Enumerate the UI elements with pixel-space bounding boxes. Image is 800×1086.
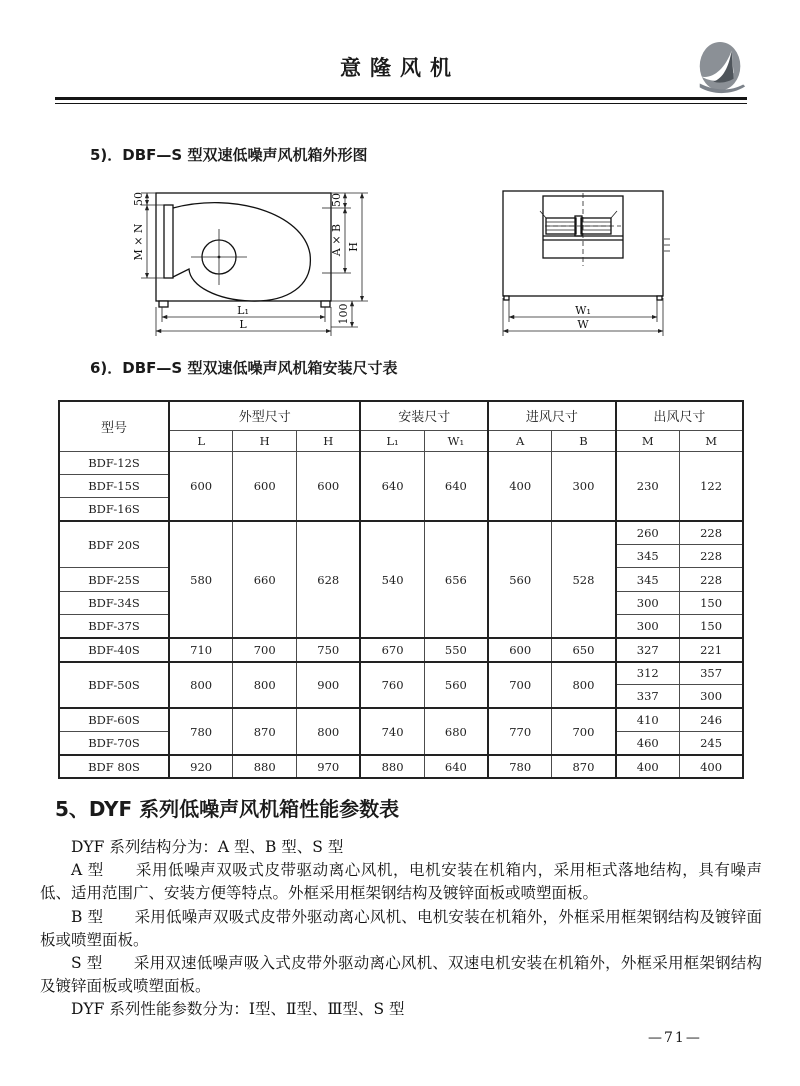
table-cell: 870 — [552, 755, 616, 778]
table-cell: 800 — [169, 662, 233, 709]
table-cell: 150 — [679, 615, 743, 638]
section-5-heading: 5)．DBF—S 型双速低噪声风机箱外形图 — [90, 146, 368, 164]
table-header-cell: B — [552, 430, 616, 451]
table-header-cell: W₁ — [424, 430, 488, 451]
table-cell: BDF-12S — [59, 451, 169, 474]
body-paragraph: DYF 系列结构分为：A 型、B 型、S 型 — [71, 838, 344, 856]
table-cell: 221 — [679, 638, 743, 661]
table-cell: 245 — [679, 732, 743, 755]
table-cell: 540 — [360, 521, 424, 638]
table-cell: BDF-15S — [59, 474, 169, 497]
table-cell: 680 — [424, 708, 488, 755]
dim-label-mxn: M × N — [132, 223, 145, 261]
table-cell: 400 — [488, 451, 552, 521]
table-cell: BDF-16S — [59, 498, 169, 521]
table-cell: 228 — [679, 545, 743, 568]
table-header-cell: 型号 — [59, 401, 169, 451]
table-cell: 656 — [424, 521, 488, 638]
table-row — [59, 521, 743, 544]
table-cell: 230 — [616, 451, 680, 521]
body-paragraph: A 型 采用低噪声双吸式皮带驱动离心风机，电机安装在机箱内，采用柜式落地结构，具有噪声低、适用范围广、安装方便等特点。外框采用框架钢结构及镀锌面板或喷塑面板。 — [40, 861, 762, 903]
table-cell: 357 — [679, 662, 743, 685]
table-cell: BDF-70S — [59, 732, 169, 755]
table-cell: 920 — [169, 755, 233, 778]
table-cell: 700 — [488, 662, 552, 709]
dim-label-l1: L₁ — [237, 304, 249, 317]
table-cell: 740 — [360, 708, 424, 755]
table-cell: BDF-50S — [59, 662, 169, 709]
table-cell: 710 — [169, 638, 233, 661]
table-header-cell: 安装尺寸 — [360, 401, 488, 430]
table-row — [59, 708, 743, 731]
table-cell: 780 — [488, 755, 552, 778]
page-number: —71— — [648, 1030, 702, 1046]
table-cell: 700 — [552, 708, 616, 755]
table-cell: 460 — [616, 732, 680, 755]
body-paragraph: B 型 采用低噪声双吸式皮带外驱动离心风机、电机安装在机箱外，外框采用框架钢结构及镀锌面板或喷塑面板。 — [40, 907, 762, 949]
body-paragraph: S 型 采用双速低噪声吸入式皮带外驱动离心风机、双速电机安装在机箱外，外框采用框架钢结构及镀锌面板或喷塑面板。 — [40, 954, 762, 996]
table-cell: 345 — [616, 545, 680, 568]
table-header-cell: M — [616, 430, 680, 451]
table-header-cell: H — [297, 430, 361, 451]
table-cell: 300 — [616, 615, 680, 638]
table-cell: 800 — [233, 662, 297, 709]
table-header-cell: 进风尺寸 — [488, 401, 616, 430]
table-cell: 410 — [616, 708, 680, 731]
table-cell: 880 — [233, 755, 297, 778]
dim-label-right-50: 50 — [330, 193, 343, 207]
table-cell: 327 — [616, 638, 680, 661]
table-cell: 780 — [169, 708, 233, 755]
table-cell: 640 — [424, 451, 488, 521]
table-header-row — [59, 401, 743, 430]
page-header-title: 意隆风机 — [340, 55, 460, 80]
dim-label-top-50: 50 — [132, 192, 145, 206]
body-text — [40, 836, 762, 1022]
table-cell: 880 — [360, 755, 424, 778]
table-header-cell: H — [233, 430, 297, 451]
table-cell: 640 — [360, 451, 424, 521]
dim-label-w: W — [577, 318, 589, 331]
fan-outline-diagrams — [118, 166, 698, 354]
dim-label-100: 100 — [337, 303, 350, 325]
table-cell: 122 — [679, 451, 743, 521]
installation-dimensions-table — [58, 400, 744, 779]
table-cell: 560 — [424, 662, 488, 709]
table-header-cell: L — [169, 430, 233, 451]
table-cell: 600 — [233, 451, 297, 521]
table-cell: 580 — [169, 521, 233, 638]
table-cell: 300 — [616, 591, 680, 614]
table-cell: 400 — [616, 755, 680, 778]
table-header-cell: M — [679, 430, 743, 451]
table-cell: 150 — [679, 591, 743, 614]
table-cell: 770 — [488, 708, 552, 755]
table-cell: 600 — [488, 638, 552, 661]
table-cell: 970 — [297, 755, 361, 778]
table-cell: 760 — [360, 662, 424, 709]
dim-label-axb: A × B — [330, 223, 343, 257]
body-paragraph: DYF 系列性能参数分为：Ⅰ型、Ⅱ型、Ⅲ型、S 型 — [71, 1000, 405, 1019]
dyf-section-heading: 5、DYF 系列低噪声风机箱性能参数表 — [55, 797, 400, 821]
table-row — [59, 638, 743, 661]
table-cell: 800 — [552, 662, 616, 709]
table-cell: 670 — [360, 638, 424, 661]
table-cell: 600 — [297, 451, 361, 521]
table-cell: 400 — [679, 755, 743, 778]
table-header — [59, 401, 743, 451]
table-row — [59, 755, 743, 778]
table-cell: 260 — [616, 521, 680, 544]
table-cell: 640 — [424, 755, 488, 778]
table-cell: 600 — [169, 451, 233, 521]
table-cell: 228 — [679, 568, 743, 591]
table-header-cell: L₁ — [360, 430, 424, 451]
table-cell: 300 — [679, 685, 743, 708]
table-row — [59, 662, 743, 685]
table-cell: 345 — [616, 568, 680, 591]
table-header-cell: A — [488, 430, 552, 451]
table-cell: 650 — [552, 638, 616, 661]
dim-label-h: H — [347, 242, 360, 252]
table-cell: 660 — [233, 521, 297, 638]
table-row — [59, 451, 743, 474]
header-rule — [55, 97, 747, 104]
installation-dimensions-table-wrapper — [58, 400, 744, 779]
table-cell: 560 — [488, 521, 552, 638]
table-cell: 800 — [297, 708, 361, 755]
table-cell: 700 — [233, 638, 297, 661]
table-header-cell: 出风尺寸 — [616, 401, 744, 430]
dim-label-l: L — [239, 318, 247, 331]
table-cell: 900 — [297, 662, 361, 709]
section-6-heading: 6)．DBF—S 型双速低噪声风机箱安装尺寸表 — [90, 359, 398, 377]
fan-front-view-diagram — [503, 191, 670, 336]
table-cell: 870 — [233, 708, 297, 755]
table-header-cell: 外型尺寸 — [169, 401, 360, 430]
table-cell: BDF 20S — [59, 521, 169, 568]
table-cell: 528 — [552, 521, 616, 638]
table-cell: BDF-37S — [59, 615, 169, 638]
table-cell: 550 — [424, 638, 488, 661]
table-cell: 312 — [616, 662, 680, 685]
table-body — [59, 451, 743, 778]
table-cell: 300 — [552, 451, 616, 521]
publisher-logo-icon — [692, 40, 750, 100]
table-cell: BDF-25S — [59, 568, 169, 591]
table-cell: 246 — [679, 708, 743, 731]
dim-label-w1: W₁ — [575, 304, 591, 317]
table-cell: BDF 80S — [59, 755, 169, 778]
table-cell: 750 — [297, 638, 361, 661]
table-cell: BDF-40S — [59, 638, 169, 661]
table-cell: BDF-34S — [59, 591, 169, 614]
fan-side-view-diagram — [132, 192, 368, 336]
table-cell: BDF-60S — [59, 708, 169, 731]
table-cell: 337 — [616, 685, 680, 708]
table-cell: 628 — [297, 521, 361, 638]
table-cell: 228 — [679, 521, 743, 544]
